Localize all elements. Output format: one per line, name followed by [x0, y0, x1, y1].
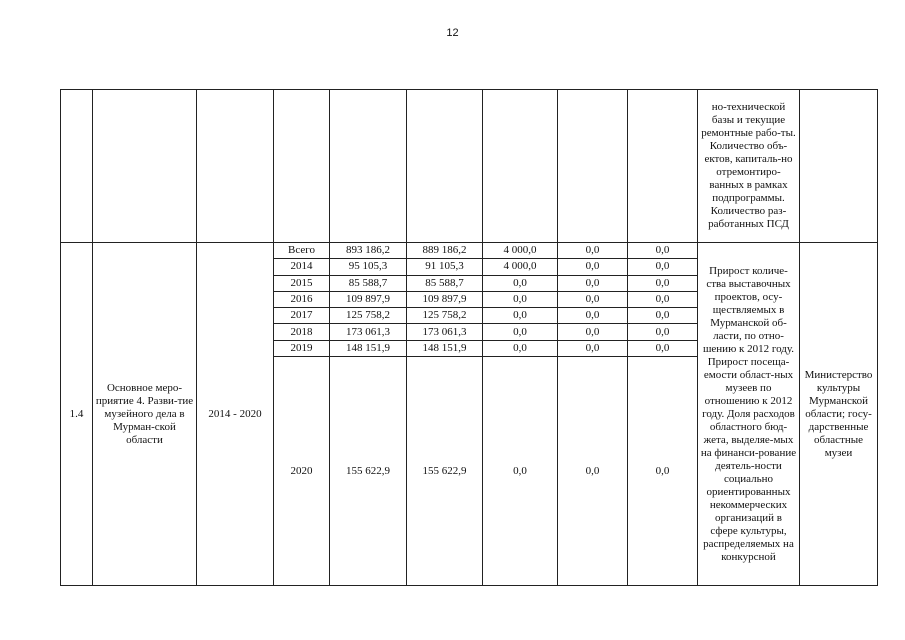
finance-total: 155 622,9	[330, 357, 407, 586]
finance-year: 2014	[274, 259, 330, 275]
finance-total: 125 758,2	[330, 308, 407, 324]
finance-year: 2020	[274, 357, 330, 586]
finance-federal: 0,0	[483, 275, 558, 291]
finance-local: 0,0	[558, 259, 628, 275]
program-table	[60, 89, 878, 586]
finance-local: 0,0	[558, 291, 628, 307]
table-row	[61, 243, 878, 259]
finance-federal: 4 000,0	[483, 243, 558, 259]
finance-total: 109 897,9	[330, 291, 407, 307]
finance-federal: 0,0	[483, 324, 558, 340]
finance-total: 173 061,3	[330, 324, 407, 340]
page-number: 12	[446, 27, 459, 39]
executor-cell: Министерство культуры Мурманской области; госу-дарственные областные музеи	[800, 243, 878, 586]
finance-other: 0,0	[628, 340, 698, 356]
finance-year: 2015	[274, 275, 330, 291]
finance-year: Всего	[274, 243, 330, 259]
finance-local: 0,0	[558, 243, 628, 259]
finance-regional: 109 897,9	[407, 291, 483, 307]
finance-federal: 0,0	[483, 340, 558, 356]
finance-local: 0,0	[558, 340, 628, 356]
finance-total: 95 105,3	[330, 259, 407, 275]
finance-other: 0,0	[628, 357, 698, 586]
finance-regional: 125 758,2	[407, 308, 483, 324]
finance-federal: 4 000,0	[483, 259, 558, 275]
finance-other: 0,0	[628, 243, 698, 259]
table-row-continued	[61, 90, 878, 243]
finance-regional: 91 105,3	[407, 259, 483, 275]
finance-total: 85 588,7	[330, 275, 407, 291]
finance-regional: 85 588,7	[407, 275, 483, 291]
finance-local: 0,0	[558, 308, 628, 324]
finance-federal: 0,0	[483, 308, 558, 324]
period: 2014 - 2020	[197, 243, 274, 586]
row-number: 1.4	[61, 243, 93, 586]
indicators-cell: Прирост количе-ства выставочных проектов, осу-ществляемых в Мурманской об-ласти, по отно-шению к 2012 году. Прирост посеща-емости област-ных музеев по отношению к 2012 году. Доля расходов областного бюд-жета, выделяе-мых на финанси-рование деятель-ности социально ориентированных некоммерческих организаций в сфере культуры, распределяемых на конкурсной	[698, 243, 800, 586]
finance-regional: 889 186,2	[407, 243, 483, 259]
finance-federal: 0,0	[483, 291, 558, 307]
finance-year: 2017	[274, 308, 330, 324]
finance-regional: 173 061,3	[407, 324, 483, 340]
finance-local: 0,0	[558, 324, 628, 340]
finance-local: 0,0	[558, 275, 628, 291]
finance-year: 2018	[274, 324, 330, 340]
finance-regional: 155 622,9	[407, 357, 483, 586]
finance-total: 893 186,2	[330, 243, 407, 259]
measure-name: Основное меро-приятие 4. Разви-тие музейного дела в Мурман-ской области	[93, 243, 197, 586]
finance-year: 2016	[274, 291, 330, 307]
finance-regional: 148 151,9	[407, 340, 483, 356]
finance-other: 0,0	[628, 259, 698, 275]
finance-other: 0,0	[628, 308, 698, 324]
finance-local: 0,0	[558, 357, 628, 586]
finance-year: 2019	[274, 340, 330, 356]
finance-total: 148 151,9	[330, 340, 407, 356]
finance-federal: 0,0	[483, 357, 558, 586]
finance-other: 0,0	[628, 291, 698, 307]
finance-other: 0,0	[628, 324, 698, 340]
finance-other: 0,0	[628, 275, 698, 291]
indicators-cell-continued: но-технической базы и текущие ремонтные рабо-ты. Количество объ-ектов, капиталь-но отремонтиро-ванных в рамках подпрограммы. Количество раз-работанных ПСД	[698, 90, 800, 243]
